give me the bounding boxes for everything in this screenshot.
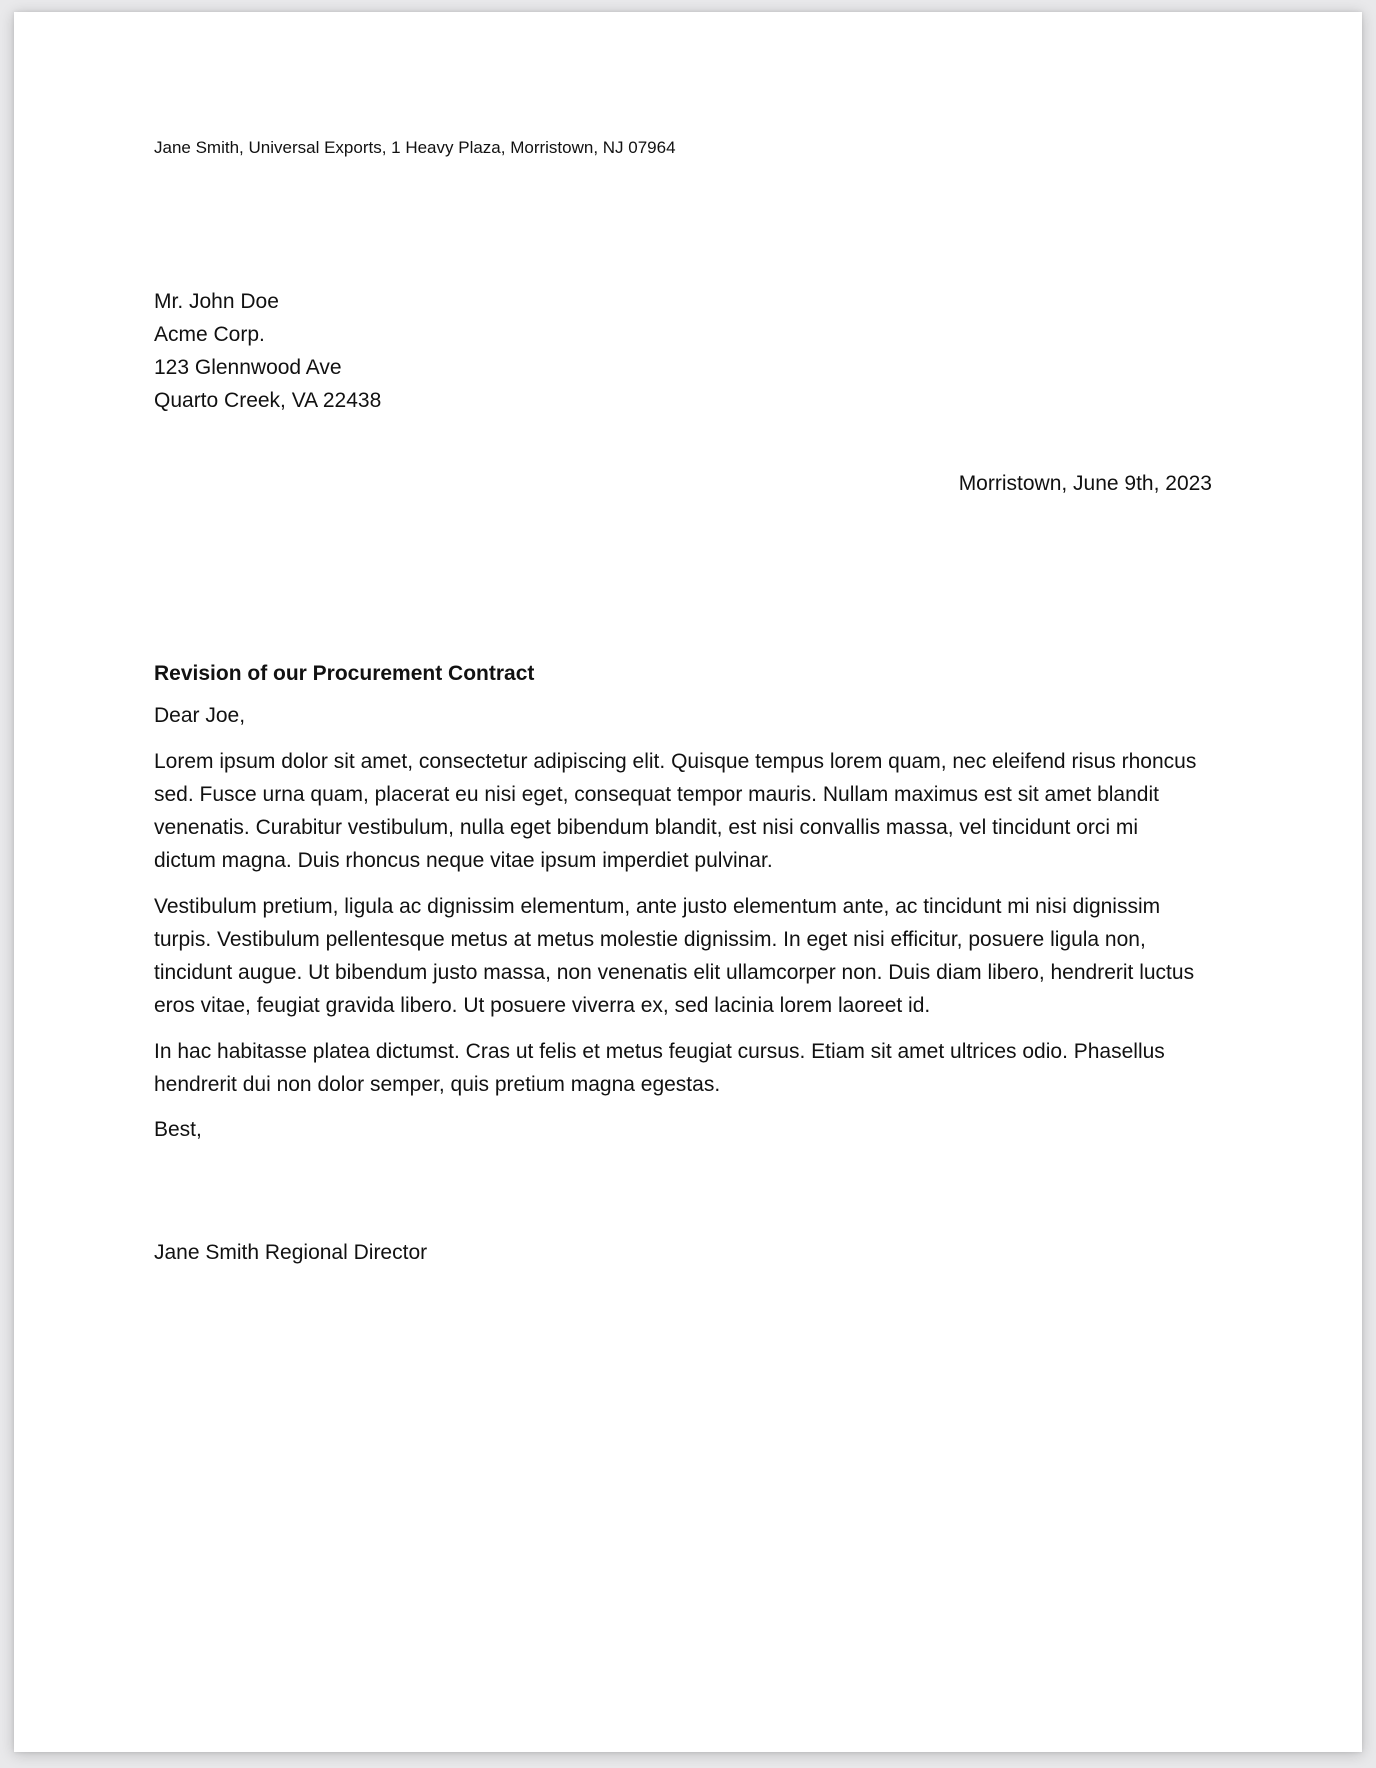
body-paragraph-2: Vestibulum pretium, ligula ac dignissim elementum, ante justo elementum ante, ac tincidunt mi nisi dignissim turpis. Vestibulum pellentesque metus at metus molestie dignissim. In eget nisi efficitur, posuere ligula non, tincidunt augue. Ut bibendum justo massa, non venenatis elit ullamcorper non. Duis diam libero, hendrerit luctus eros vitae, feugiat gravida libero. Ut posuere viverra ex, sed lacinia lorem laoreet id. [154, 895, 1195, 1017]
body-paragraph-1: Lorem ipsum dolor sit amet, consectetur adipiscing elit. Quisque tempus lorem quam, nec eleifend risus rhoncus sed. Fusce urna quam, placerat eu nisi eget, consequat tempor mauris. Nullam maximus est sit amet blandit venenatis. Curabitur vestibulum, nulla eget bibendum blandit, est nisi convallis massa, vel tincidunt orci mi dictum magna. Duis rhoncus neque vitae ipsum imperdiet pulvinar. [154, 750, 1197, 872]
closing-phrase: Best, [154, 1118, 202, 1141]
recipient-city: Quarto Creek, VA 22438 [154, 389, 382, 412]
body-paragraph-3: In hac habitasse platea dictumst. Cras ut felis et metus feugiat cursus. Etiam sit amet ultrices odio. Phasellus hendrerit dui non dolor semper, quis pretium magna egestas. [154, 1040, 1165, 1096]
signature-name-title: Jane Smith Regional Director [154, 1241, 428, 1264]
sender-return-address: Jane Smith, Universal Exports, 1 Heavy Plaza, Morristown, NJ 07964 [154, 138, 676, 157]
recipient-street: 123 Glennwood Ave [154, 356, 342, 379]
recipient-address-block [154, 285, 1214, 417]
recipient-name: Mr. John Doe [154, 290, 279, 313]
subject-line: Revision of our Procurement Contract [154, 662, 535, 685]
salutation: Dear Joe, [154, 704, 246, 727]
recipient-company: Acme Corp. [154, 323, 265, 346]
place-and-date: Morristown, June 9th, 2023 [958, 472, 1212, 495]
letter-page [14, 12, 1362, 1752]
